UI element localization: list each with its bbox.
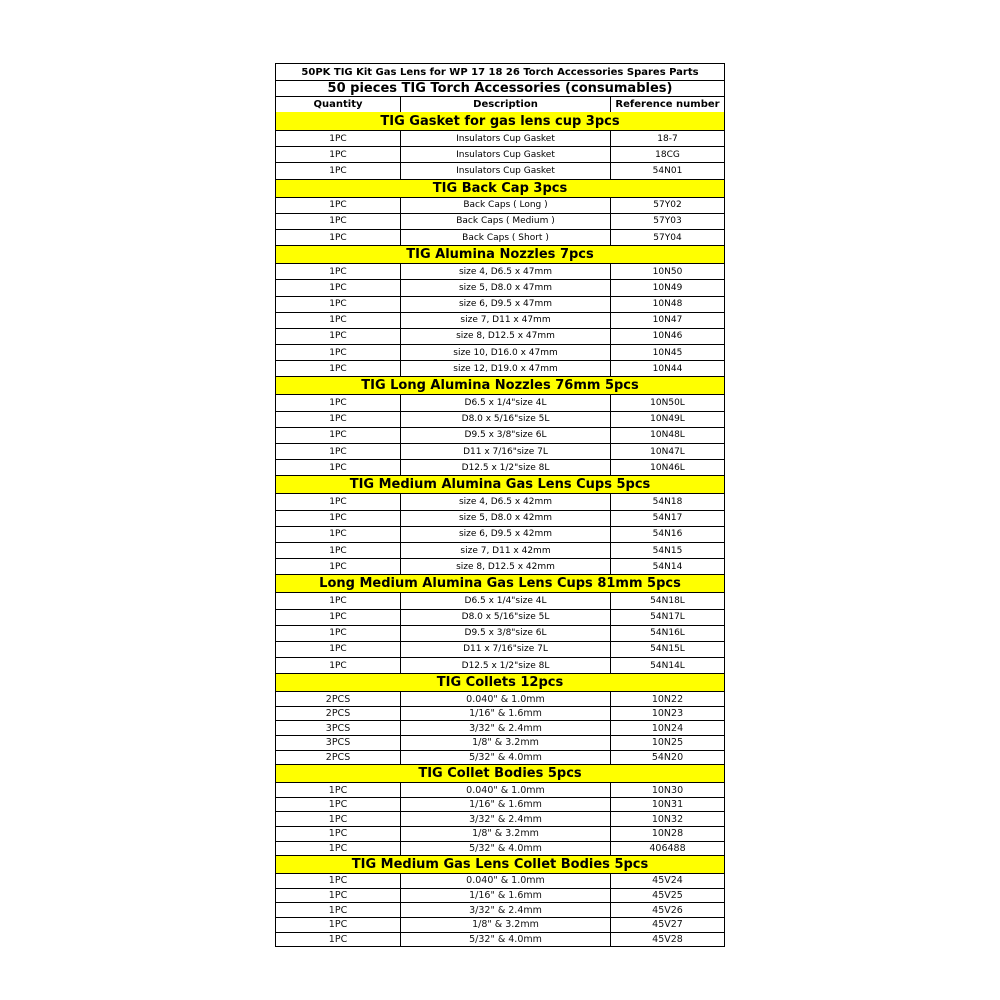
description-cell: 3/32" & 2.4mm <box>400 721 611 735</box>
table-row <box>276 360 724 376</box>
quantity-cell: 1PC <box>329 266 347 277</box>
reference-cell: 10N46L <box>650 462 685 473</box>
table-row <box>276 826 724 841</box>
reference-cell: 54N17 <box>652 513 683 524</box>
quantity-cell: 1PC <box>329 561 347 572</box>
quantity-cell: 2PCS <box>325 693 351 705</box>
quantity-cell: 1PC <box>328 842 348 854</box>
table-row <box>276 394 724 410</box>
quantity-cell: 2PCS <box>325 751 351 763</box>
quantity-cell: 2PCS <box>325 708 351 720</box>
table-row <box>276 932 724 947</box>
quantity-cell: 1PC <box>329 595 347 606</box>
quantity-cell: 3PCS <box>325 737 351 749</box>
reference-cell: 10N50L <box>650 398 685 409</box>
reference-cell: 45V24 <box>652 875 683 887</box>
description-cell: 0.040" & 1.0mm <box>400 692 611 706</box>
reference-cell: 10N50 <box>652 266 683 277</box>
quantity-cell: 1PC <box>329 149 347 160</box>
description-cell: size 8, D12.5 x 47mm <box>400 329 611 344</box>
reference-cell: 10N48 <box>652 299 683 310</box>
table-row <box>276 526 724 542</box>
reference-cell: 406488 <box>649 842 686 854</box>
table-row <box>276 162 724 178</box>
quantity-cell: 1PC <box>329 299 347 310</box>
table-row <box>276 657 724 673</box>
description-cell: Insulators Cup Gasket <box>400 163 611 178</box>
table-row <box>276 542 724 558</box>
quantity-cell: 1PC <box>329 216 347 227</box>
description-cell: 3/32" & 2.4mm <box>400 903 611 917</box>
quantity-cell: 1PC <box>329 462 347 473</box>
reference-cell: 10N23 <box>651 708 684 720</box>
table-row <box>276 902 724 917</box>
reference-cell: 54N18L <box>650 595 685 606</box>
table-row <box>276 312 724 328</box>
column-header-description: Description <box>400 97 611 112</box>
quantity-cell: 1PC <box>328 784 348 796</box>
sections-container <box>276 112 724 946</box>
reference-cell: 10N45 <box>652 347 683 358</box>
table-row <box>276 146 724 162</box>
column-header-reference: Reference number <box>615 99 720 110</box>
table-row <box>276 328 724 344</box>
section-header: TIG Long Alumina Nozzles 76mm 5pcs <box>276 376 724 394</box>
reference-cell: 54N14 <box>652 561 683 572</box>
quantity-cell: 1PC <box>329 628 347 639</box>
quantity-cell: 1PC <box>329 414 347 425</box>
quantity-cell: 1PC <box>329 282 347 293</box>
description-cell: 1/16" & 1.6mm <box>400 889 611 903</box>
description-cell: 1/16" & 1.6mm <box>400 707 611 721</box>
table-row <box>276 609 724 625</box>
quantity-cell: 1PC <box>329 529 347 540</box>
description-cell: size 4, D6.5 x 47mm <box>400 264 611 279</box>
reference-cell: 54N18 <box>652 496 683 507</box>
quantity-cell: 1PC <box>329 315 347 326</box>
table-row <box>276 811 724 826</box>
reference-cell: 57Y02 <box>653 200 682 211</box>
quantity-cell: 1PC <box>328 813 348 825</box>
section-header: TIG Gasket for gas lens cup 3pcs <box>276 112 724 130</box>
quantity-cell: 1PC <box>328 933 348 945</box>
table-row <box>276 917 724 932</box>
description-cell: D8.0 x 5/16"size 5L <box>400 610 611 625</box>
quantity-cell: 1PC <box>329 660 347 671</box>
reference-cell: 54N20 <box>651 751 684 763</box>
table-row <box>276 750 724 765</box>
description-cell: Insulators Cup Gasket <box>400 131 611 146</box>
table-row <box>276 427 724 443</box>
reference-cell: 54N14L <box>650 660 685 671</box>
description-cell: size 5, D8.0 x 47mm <box>400 280 611 295</box>
reference-cell: 45V27 <box>652 919 683 931</box>
description-cell: 1/8" & 3.2mm <box>400 736 611 750</box>
quantity-cell: 1PC <box>329 612 347 623</box>
quantity-cell: 3PCS <box>325 722 351 734</box>
quantity-cell: 1PC <box>329 363 347 374</box>
table-row <box>276 873 724 888</box>
reference-cell: 45V25 <box>652 890 683 902</box>
quantity-cell: 1PC <box>328 799 348 811</box>
reference-cell: 54N17L <box>650 612 685 623</box>
column-header-row <box>276 96 724 112</box>
table-row <box>276 625 724 641</box>
reference-cell: 10N30 <box>651 784 684 796</box>
description-cell: size 7, D11 x 42mm <box>400 543 611 558</box>
description-cell: D9.5 x 3/8"size 6L <box>400 428 611 443</box>
table-row <box>276 691 724 706</box>
quantity-cell: 1PC <box>329 133 347 144</box>
reference-cell: 10N49L <box>650 414 685 425</box>
table-row <box>276 797 724 812</box>
reference-cell: 45V26 <box>652 904 683 916</box>
quantity-cell: 1PC <box>328 904 348 916</box>
description-cell: size 12, D19.0 x 47mm <box>400 361 611 376</box>
reference-cell: 54N01 <box>652 165 683 176</box>
reference-cell: 10N31 <box>651 799 684 811</box>
table-row <box>276 130 724 146</box>
table-row <box>276 263 724 279</box>
section-header: TIG Collets 12pcs <box>276 673 724 691</box>
parts-table <box>275 63 725 947</box>
quantity-cell: 1PC <box>329 545 347 556</box>
description-cell: Back Caps ( Medium ) <box>400 214 611 229</box>
reference-cell: 57Y03 <box>653 216 682 227</box>
reference-cell: 10N48L <box>650 430 685 441</box>
description-cell: D12.5 x 1/2"size 8L <box>400 460 611 475</box>
quantity-cell: 1PC <box>328 890 348 902</box>
table-row <box>276 279 724 295</box>
description-cell: 0.040" & 1.0mm <box>400 783 611 797</box>
reference-cell: 10N22 <box>651 693 684 705</box>
section-header: TIG Medium Gas Lens Collet Bodies 5pcs <box>276 855 724 873</box>
reference-cell: 10N47L <box>650 446 685 457</box>
description-cell: D11 x 7/16"size 7L <box>400 642 611 657</box>
reference-cell: 10N49 <box>652 282 683 293</box>
table-subtitle: 50 pieces TIG Torch Accessories (consumables) <box>276 80 724 96</box>
section-header: TIG Alumina Nozzles 7pcs <box>276 245 724 263</box>
description-cell: size 6, D9.5 x 42mm <box>400 527 611 542</box>
quantity-cell: 1PC <box>329 331 347 342</box>
section-header: Long Medium Alumina Gas Lens Cups 81mm 5pcs <box>276 574 724 592</box>
reference-cell: 10N32 <box>651 813 684 825</box>
quantity-cell: 1PC <box>328 875 348 887</box>
table-row <box>276 197 724 213</box>
table-row <box>276 558 724 574</box>
reference-cell: 54N16 <box>652 529 683 540</box>
reference-cell: 18CG <box>655 149 680 160</box>
reference-cell: 45V28 <box>652 933 683 945</box>
table-row <box>276 735 724 750</box>
quantity-cell: 1PC <box>329 644 347 655</box>
description-cell: 3/32" & 2.4mm <box>400 812 611 826</box>
description-cell: size 8, D12.5 x 42mm <box>400 559 611 574</box>
description-cell: D6.5 x 1/4"size 4L <box>400 593 611 608</box>
table-row <box>276 510 724 526</box>
table-row <box>276 641 724 657</box>
table-row <box>276 443 724 459</box>
description-cell: size 10, D16.0 x 47mm <box>400 345 611 360</box>
quantity-cell: 1PC <box>329 513 347 524</box>
description-cell: D9.5 x 3/8"size 6L <box>400 626 611 641</box>
description-cell: 1/8" & 3.2mm <box>400 827 611 841</box>
description-cell: Back Caps ( Short ) <box>400 230 611 245</box>
description-cell: D8.0 x 5/16"size 5L <box>400 412 611 427</box>
reference-cell: 10N24 <box>651 722 684 734</box>
reference-cell: 54N16L <box>650 628 685 639</box>
description-cell: D11 x 7/16"size 7L <box>400 444 611 459</box>
quantity-cell: 1PC <box>329 165 347 176</box>
description-cell: 1/8" & 3.2mm <box>400 918 611 932</box>
quantity-cell: 1PC <box>328 828 348 840</box>
section-header: TIG Medium Alumina Gas Lens Cups 5pcs <box>276 475 724 493</box>
description-cell: size 7, D11 x 47mm <box>400 313 611 328</box>
quantity-cell: 1PC <box>329 232 347 243</box>
description-cell: 5/32" & 4.0mm <box>400 933 611 947</box>
quantity-cell: 1PC <box>329 398 347 409</box>
description-cell: Back Caps ( Long ) <box>400 198 611 213</box>
reference-cell: 10N25 <box>651 737 684 749</box>
description-cell: 1/16" & 1.6mm <box>400 798 611 812</box>
description-cell: D12.5 x 1/2"size 8L <box>400 658 611 673</box>
table-row <box>276 841 724 856</box>
description-cell: Insulators Cup Gasket <box>400 147 611 162</box>
section-header: TIG Collet Bodies 5pcs <box>276 764 724 782</box>
quantity-cell: 1PC <box>329 496 347 507</box>
description-cell: 5/32" & 4.0mm <box>400 842 611 856</box>
table-row <box>276 888 724 903</box>
reference-cell: 54N15L <box>650 644 685 655</box>
table-row <box>276 592 724 608</box>
table-title: 50PK TIG Kit Gas Lens for WP 17 18 26 Torch Accessories Spares Parts <box>301 66 699 78</box>
reference-cell: 54N15 <box>652 545 683 556</box>
table-row <box>276 229 724 245</box>
reference-cell: 10N47 <box>652 315 683 326</box>
description-cell: size 4, D6.5 x 42mm <box>400 494 611 509</box>
description-cell: 0.040" & 1.0mm <box>400 874 611 888</box>
description-cell: size 5, D8.0 x 42mm <box>400 511 611 526</box>
column-header-quantity: Quantity <box>313 99 363 110</box>
table-row <box>276 296 724 312</box>
table-row <box>276 493 724 509</box>
quantity-cell: 1PC <box>328 919 348 931</box>
table-row <box>276 344 724 360</box>
quantity-cell: 1PC <box>329 200 347 211</box>
quantity-cell: 1PC <box>329 446 347 457</box>
table-row <box>276 411 724 427</box>
reference-cell: 57Y04 <box>653 232 682 243</box>
reference-cell: 10N44 <box>652 363 683 374</box>
quantity-cell: 1PC <box>329 347 347 358</box>
reference-cell: 10N28 <box>651 828 684 840</box>
table-row <box>276 720 724 735</box>
reference-cell: 10N46 <box>652 331 683 342</box>
description-cell: size 6, D9.5 x 47mm <box>400 297 611 312</box>
quantity-cell: 1PC <box>329 430 347 441</box>
reference-cell: 18-7 <box>657 133 678 144</box>
description-cell: D6.5 x 1/4"size 4L <box>400 395 611 410</box>
description-cell: 5/32" & 4.0mm <box>400 751 611 765</box>
section-header: TIG Back Cap 3pcs <box>276 179 724 197</box>
table-row <box>276 706 724 721</box>
table-row <box>276 213 724 229</box>
table-row <box>276 459 724 475</box>
table-row <box>276 782 724 797</box>
